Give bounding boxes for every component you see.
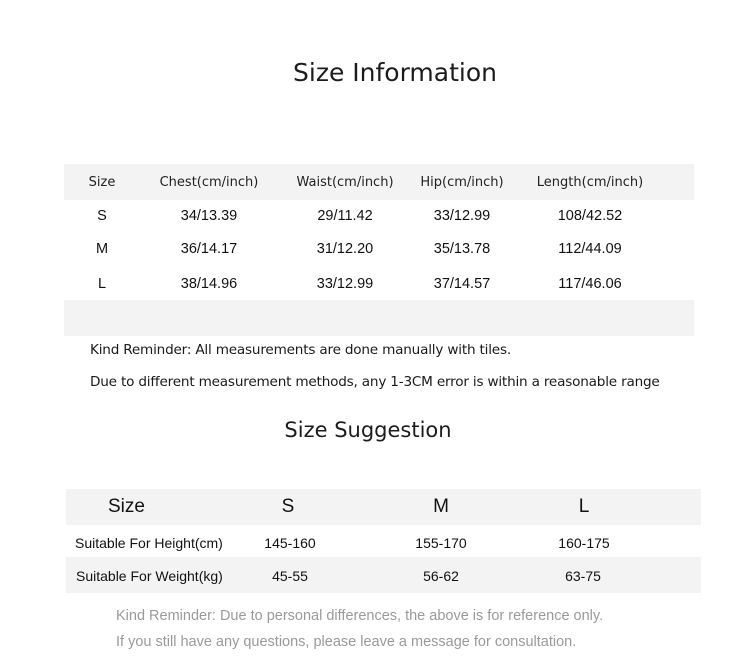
size-suggestion-title: Size Suggestion	[284, 418, 452, 442]
height-s-value: 145-160	[264, 535, 316, 551]
cell-length: 112/44.09	[558, 241, 622, 257]
table-row	[64, 234, 694, 264]
table-header-row	[64, 168, 694, 198]
consultation-footnote: If you still have any questions, please leave a message for consultation.	[116, 634, 577, 650]
cell-size: S	[97, 208, 107, 224]
header-length: Length(cm/inch)	[536, 175, 644, 190]
cell-waist: 29/11.42	[317, 208, 373, 224]
cell-waist: 33/12.99	[316, 276, 374, 292]
suggestion-header-s: S	[281, 496, 295, 517]
cell-chest: 34/13.39	[180, 208, 238, 224]
height-m-value: 155-170	[415, 535, 467, 551]
cell-size: M	[95, 241, 109, 257]
cell-size: L	[97, 276, 107, 292]
cell-hip: 37/14.57	[433, 276, 491, 292]
cell-hip: 33/12.99	[433, 208, 491, 224]
error-range-note: Due to different measurement methods, any 1-3CM error is within a reasonable range	[90, 374, 660, 390]
table-row	[64, 269, 694, 299]
weight-row-label: Suitable For Weight(kg)	[76, 568, 223, 584]
cell-chest: 36/14.17	[180, 241, 238, 257]
header-waist: Waist(cm/inch)	[296, 175, 394, 190]
header-hip: Hip(cm/inch)	[420, 175, 504, 190]
suggestion-header-l: L	[578, 496, 590, 517]
cell-length: 108/42.52	[557, 208, 623, 224]
cell-chest: 38/14.96	[180, 276, 238, 292]
weight-s-value: 45-55	[272, 568, 308, 584]
weight-l-value: 63-75	[565, 568, 601, 584]
table-row	[64, 201, 694, 231]
empty-band	[64, 300, 694, 336]
weight-m-value: 56-62	[423, 568, 459, 584]
cell-length: 117/46.06	[558, 276, 622, 292]
header-chest: Chest(cm/inch)	[159, 175, 259, 190]
cell-waist: 31/12.20	[316, 241, 374, 257]
cell-hip: 35/13.78	[433, 241, 491, 257]
suggestion-header-band	[66, 489, 701, 525]
height-row-label: Suitable For Height(cm)	[75, 535, 223, 551]
reference-footnote: Kind Reminder: Due to personal differences, the above is for reference only.	[116, 608, 604, 624]
suggestion-header-size: Size	[108, 496, 145, 517]
header-size: Size	[88, 175, 116, 190]
measurement-reminder: Kind Reminder: All measurements are done manually with tiles.	[90, 342, 511, 358]
size-information-title: Size Information	[293, 58, 497, 87]
height-l-value: 160-175	[558, 535, 610, 551]
suggestion-header-m: M	[433, 496, 449, 517]
